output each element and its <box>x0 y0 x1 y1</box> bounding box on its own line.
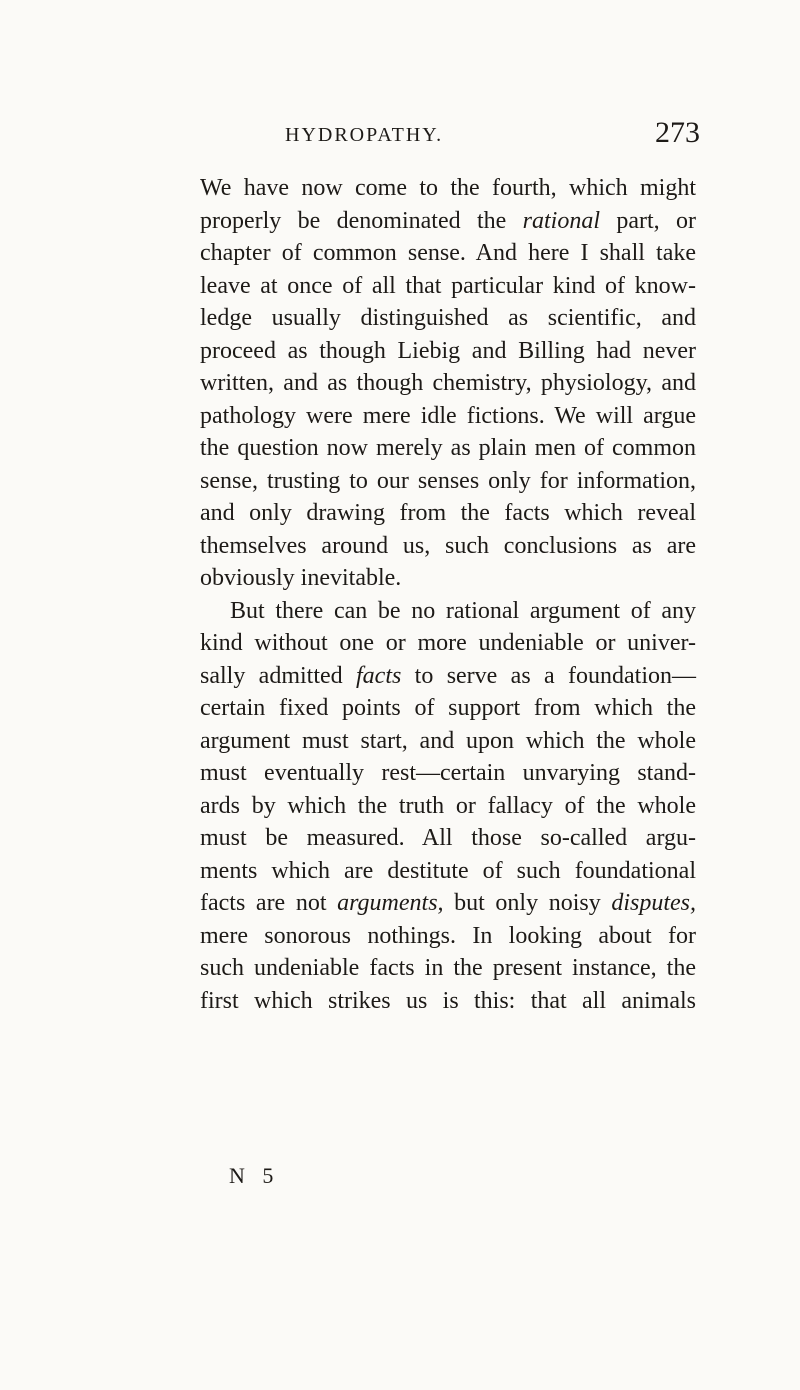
text-line: certain fixed points of support from which the <box>200 695 696 721</box>
text-line: ledge usually distinguished as scientific, and <box>200 305 696 331</box>
text-line: chapter of common sense. And here I shall take <box>200 240 696 266</box>
italic-word: facts <box>356 662 402 689</box>
page-header <box>0 116 800 162</box>
text-line: first which strikes us is this: that all animals <box>200 987 696 1014</box>
body-text <box>200 172 696 1017</box>
text-line: sense, trusting to our senses only for information, <box>200 467 696 494</box>
text-line: argument must start, and upon which the whole <box>200 727 696 754</box>
text-line: must eventually rest—certain unvarying stand- <box>200 760 696 786</box>
text-line: kind without one or more undeniable or univer- <box>200 630 696 656</box>
signature-mark: N 5 <box>229 1163 280 1188</box>
text-line: mere sonorous nothings. In looking about for <box>200 922 696 949</box>
text-line: sally admitted facts to serve as a foundation— <box>200 662 696 689</box>
text-line: facts are not arguments, but only noisy disputes, <box>200 890 696 916</box>
text-line: such undeniable facts in the present instance, the <box>200 955 696 981</box>
text-line: written, and as though chemistry, physiology, and <box>200 370 696 396</box>
italic-word: arguments, <box>337 890 444 916</box>
text-line: pathology were mere idle fictions. We will argue <box>200 402 696 429</box>
text-line: ards by which the truth or fallacy of the whole <box>200 792 696 819</box>
text-line: But there can be no rational argument of any <box>230 597 696 624</box>
text-line: leave at once of all that particular kind of know- <box>200 272 696 299</box>
text-line: and only drawing from the facts which reveal <box>200 500 696 526</box>
text-line: must be measured. All those so-called argu- <box>200 825 696 851</box>
text-line: We have now come to the fourth, which might <box>200 175 696 201</box>
text-line: properly be denominated the rational part, or <box>200 207 696 234</box>
text-line: themselves around us, such conclusions as are <box>200 532 696 559</box>
text-line: the question now merely as plain men of common <box>200 435 696 461</box>
running-title: HYDROPATHY. <box>285 124 444 146</box>
text-line: proceed as though Liebig and Billing had never <box>200 337 696 364</box>
text-line: ments which are destitute of such foundational <box>200 857 696 884</box>
italic-word: disputes, <box>611 890 696 916</box>
italic-word: rational <box>522 207 600 234</box>
text-line: obviously inevitable. <box>200 565 402 591</box>
page-number: 273 <box>655 116 700 149</box>
